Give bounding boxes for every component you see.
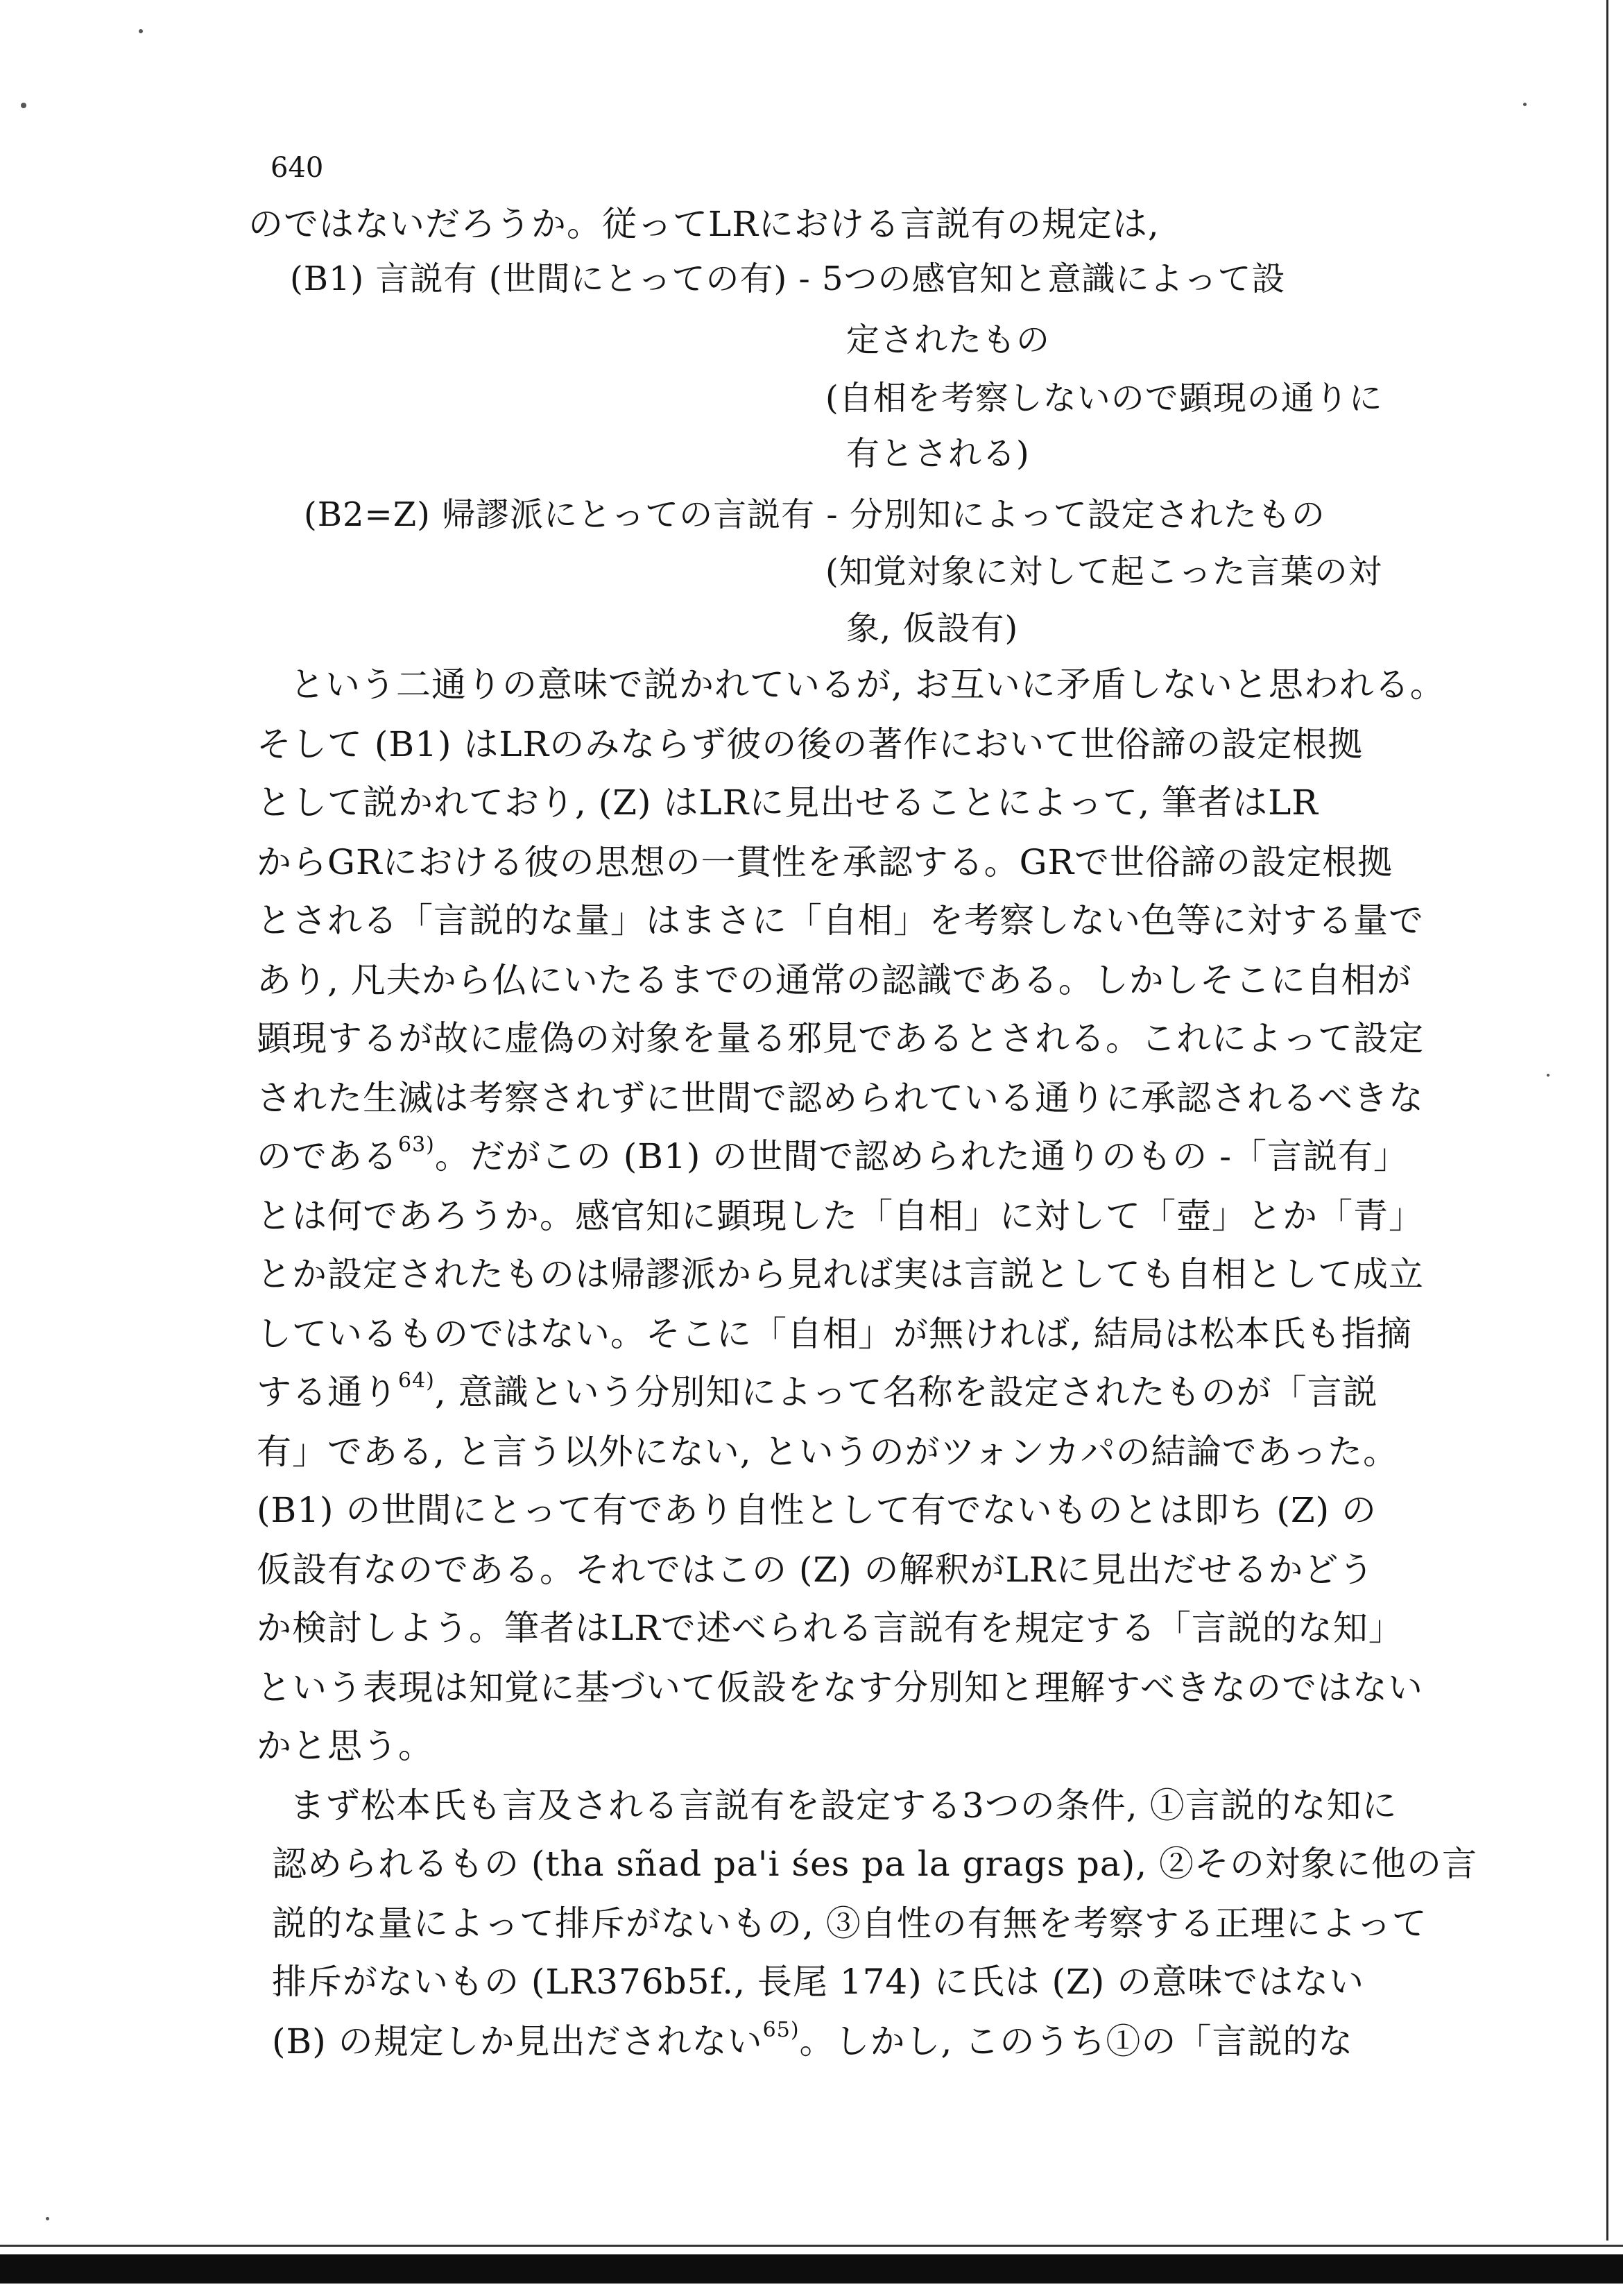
- definition-b2-note-continuation: 象, 仮設有): [846, 609, 1019, 648]
- text-line: として説かれており, (Z) はLRに見出せることによって, 筆者はLR: [257, 782, 1319, 823]
- text-line: という表現は知覚に基づいて仮設をなす分別知と理解すべきなのではない: [257, 1668, 1423, 1708]
- definition-b2-note: (知覚対象に対して起こった言葉の対: [825, 552, 1382, 591]
- scan-speck: [1547, 1074, 1549, 1077]
- text-segment: , 意識という分別知によって名称を設定されたものが「言説: [434, 1372, 1378, 1412]
- text-line: あり, 凡夫から仏にいたるまでの通常の認識である。しかしそこに自相が: [257, 960, 1412, 1000]
- page-bottom-scan-bar: [0, 2254, 1623, 2284]
- text-line: まず松本氏も言及される言説有を設定する3つの条件, ①言説的な知に: [290, 1785, 1398, 1826]
- definition-b1-continuation: 定されたもの: [846, 320, 1051, 359]
- definition-b1-note-continuation: 有とされる): [846, 434, 1030, 473]
- text-line: しているものではない。そこに「自相」が無ければ, 結局は松本氏も指摘: [257, 1314, 1412, 1354]
- scan-speck: [139, 29, 143, 33]
- text-line: 認められるもの (tha sñad pa'i śes pa la grags pa), ②その対象に他の言: [272, 1844, 1478, 1884]
- text-line: とは何であろうか。感官知に顕現した「自相」に対して「壺」とか「青」: [257, 1196, 1424, 1236]
- page-number: 640: [270, 152, 324, 184]
- scan-speck: [46, 2217, 49, 2220]
- page-bottom-thin-rule: [0, 2245, 1623, 2247]
- text-segment: (B) の規定しか見出だされない: [272, 2021, 763, 2062]
- text-segment: 。だがこの (B1) の世間で認められた通りのもの -「言説有」: [434, 1136, 1409, 1176]
- text-segment: のである: [257, 1136, 398, 1176]
- text-line: かと思う。: [257, 1726, 433, 1766]
- text-line: とされる「言説的な量」はまさに「自相」を考察しない色等に対する量で: [257, 900, 1424, 941]
- text-line-with-footnote: [257, 1133, 1409, 1176]
- text-line: された生滅は考察されずに世間で認められている通りに承認されるべきな: [257, 1078, 1424, 1118]
- text-segment: 。しかし, このうち①の「言説的な: [799, 2021, 1354, 2062]
- text-segment: する通り: [257, 1372, 398, 1412]
- definition-b1-line: (B1) 言説有 (世間にとっての有) - 5つの感官知と意識によって設: [290, 259, 1286, 298]
- scan-speck: [1523, 103, 1527, 106]
- text-line: 顕現するが故に虚偽の対象を量る邪見であるとされる。これによって設定: [257, 1018, 1424, 1059]
- text-line: からGRにおける彼の思想の一貫性を承認する。GRで世俗諦の設定根拠: [257, 842, 1393, 882]
- footnote-marker: 65): [762, 2018, 800, 2042]
- text-line-with-footnote: [272, 2018, 1354, 2062]
- definition-b1-note: (自相を考察しないので顕現の通りに: [825, 379, 1383, 418]
- text-line: 排斥がないもの (LR376b5f., 長尾 174) に氏は (Z) の意味ではない: [272, 1962, 1365, 2002]
- footnote-marker: 64): [398, 1369, 435, 1393]
- page-right-edge-rule: [1606, 0, 1608, 2241]
- text-line: という二通りの意味で説かれているが, お互いに矛盾しないと思われる。: [290, 665, 1445, 705]
- text-line: 有」である, と言う以外にない, というのがツォンカパの結論であった。: [257, 1432, 1399, 1472]
- text-line: とか設定されたものは帰謬派から見れば実は言説としても自相として成立: [257, 1254, 1424, 1294]
- text-line: (B1) の世間にとって有であり自性として有でないものとは即ち (Z) の: [257, 1490, 1377, 1530]
- scan-speck: [21, 103, 26, 108]
- text-line-with-footnote: [257, 1369, 1378, 1412]
- footnote-marker: 63): [398, 1133, 435, 1157]
- definition-b2-line: (B2=Z) 帰謬派にとっての言説有 - 分別知によって設定されたもの: [304, 495, 1325, 534]
- text-line: か検討しよう。筆者はLRで述べられる言説有を規定する「言説的な知」: [257, 1608, 1404, 1648]
- text-line: 説的な量によって排斥がないもの, ③自性の有無を考察する正理によって: [272, 1903, 1427, 1944]
- text-line: のではないだろうか。従ってLRにおける言説有の規定は,: [248, 204, 1160, 244]
- text-line: 仮設有なのである。それではこの (Z) の解釈がLRに見出だせるかどう: [257, 1550, 1375, 1590]
- text-line: そして (B1) はLRのみならず彼の後の著作において世俗諦の設定根拠: [257, 724, 1364, 764]
